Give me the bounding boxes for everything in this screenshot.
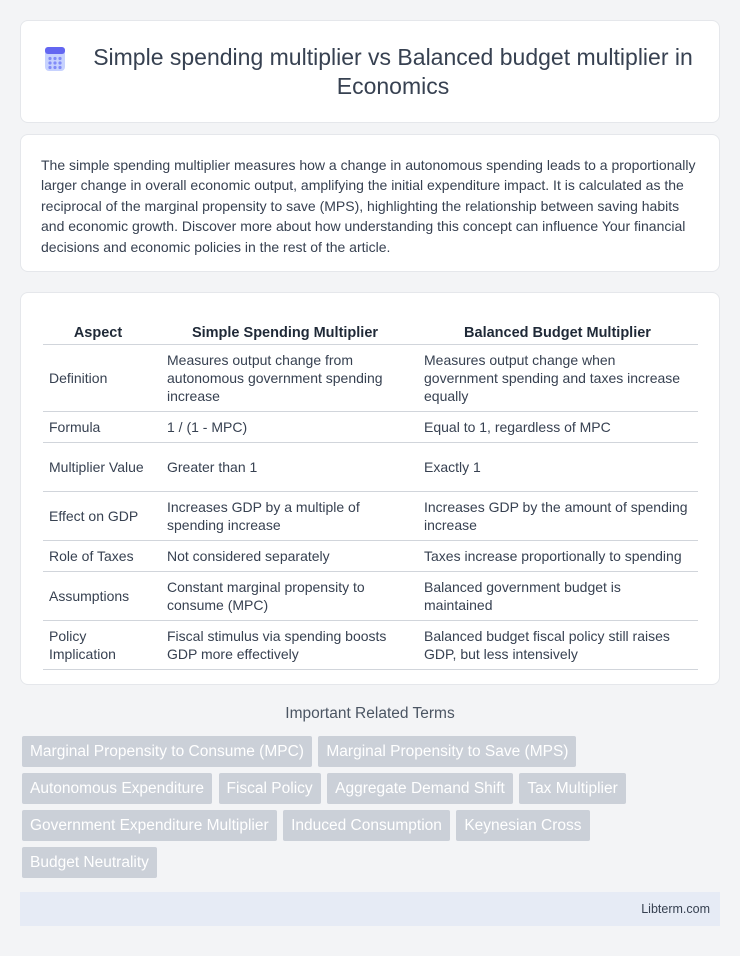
column-header-simple: Simple Spending Multiplier: [153, 313, 417, 345]
row-simple-cell: Increases GDP by a multiple of spending increase: [153, 492, 417, 541]
row-simple-cell: Constant marginal propensity to consume (MPC): [153, 572, 417, 621]
row-aspect-cell: Multiplier Value: [43, 443, 153, 492]
header-card: [20, 20, 720, 123]
row-balanced-cell: Measures output change when government spending and taxes increase equally: [417, 345, 698, 412]
row-balanced-cell: Increases GDP by the amount of spending increase: [417, 492, 698, 541]
table-row: [43, 541, 698, 572]
table-row: [43, 621, 698, 670]
row-balanced-cell: Equal to 1, regardless of MPC: [417, 412, 698, 443]
related-term-tag[interactable]: Keynesian Cross: [456, 810, 589, 841]
row-balanced-cell: Balanced government budget is maintained: [417, 572, 698, 621]
table-row: [43, 572, 698, 621]
related-term-tag[interactable]: Marginal Propensity to Consume (MPC): [22, 736, 312, 767]
related-term-tag[interactable]: Government Expenditure Multiplier: [22, 810, 277, 841]
row-balanced-cell: Exactly 1: [417, 443, 698, 492]
row-simple-cell: Greater than 1: [153, 443, 417, 492]
related-terms-heading: Important Related Terms: [285, 705, 455, 722]
row-simple-cell: Not considered separately: [153, 541, 417, 572]
intro-paragraph: The simple spending multiplier measures how a change in autonomous spending leads to a proportionally larger change in overall economic output, amplifying the initial expenditure impact. It is calculated as the reciprocal of the marginal propensity to save (MPS), highlighting the relationship between saving habits and economic growth. Discover more about how understanding this concept can influence Your financial decisions and economic policies in the rest of the article.: [41, 157, 696, 255]
table-row: [43, 412, 698, 443]
table-row: [43, 443, 698, 492]
row-simple-cell: Measures output change from autonomous government spending increase: [153, 345, 417, 412]
row-simple-cell: Fiscal stimulus via spending boosts GDP more effectively: [153, 621, 417, 670]
page-title: Simple spending multiplier vs Balanced budget multiplier in Economics: [93, 43, 693, 99]
table-row: [43, 345, 698, 412]
related-term-tag[interactable]: Marginal Propensity to Save (MPS): [318, 736, 576, 767]
related-term-tag[interactable]: Budget Neutrality: [22, 847, 157, 878]
row-simple-cell: 1 / (1 - MPC): [153, 412, 417, 443]
footer-brand-link[interactable]: Libterm.com: [641, 902, 710, 916]
row-balanced-cell: Balanced budget fiscal policy still raises GDP, but less intensively: [417, 621, 698, 670]
row-balanced-cell: Taxes increase proportionally to spending: [417, 541, 698, 572]
footer-bar: [20, 892, 720, 926]
column-header-balanced: Balanced Budget Multiplier: [417, 313, 698, 345]
row-aspect-cell: Formula: [43, 412, 153, 443]
related-term-tag[interactable]: Induced Consumption: [283, 810, 450, 841]
column-header-aspect: Aspect: [43, 313, 153, 345]
row-aspect-cell: Effect on GDP: [43, 492, 153, 541]
row-aspect-cell: Assumptions: [43, 572, 153, 621]
related-term-tag[interactable]: Aggregate Demand Shift: [327, 773, 513, 804]
related-term-tag[interactable]: Autonomous Expenditure: [22, 773, 212, 804]
related-terms-list: [22, 736, 722, 884]
related-term-tag[interactable]: Fiscal Policy: [219, 773, 321, 804]
row-aspect-cell: Role of Taxes: [43, 541, 153, 572]
table-header-row: [43, 313, 698, 345]
calculator-icon: [42, 46, 68, 72]
intro-card: [20, 134, 720, 272]
table-row: [43, 492, 698, 541]
row-aspect-cell: Policy Implication: [43, 621, 153, 670]
row-aspect-cell: Definition: [43, 345, 153, 412]
comparison-table: [43, 313, 698, 670]
related-term-tag[interactable]: Tax Multiplier: [519, 773, 625, 804]
comparison-card: [20, 292, 720, 685]
